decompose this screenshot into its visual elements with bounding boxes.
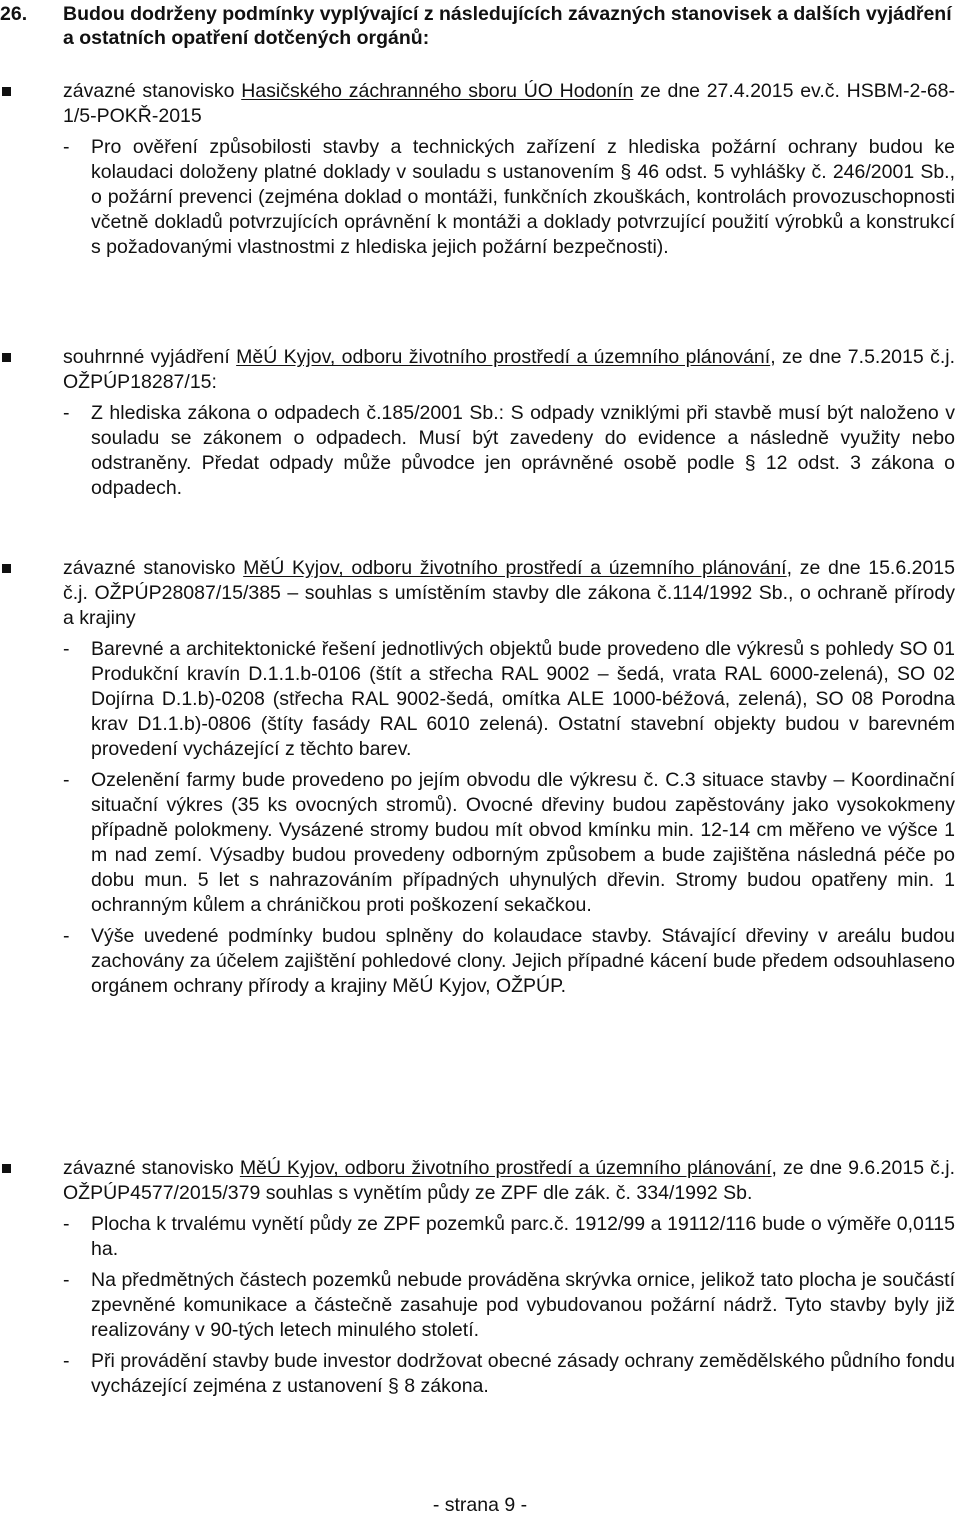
bullet-square-icon (2, 564, 11, 573)
dash-marker: - (63, 1269, 70, 1291)
condition-item: - Pro ověření způsobilosti stavby a technických zařízení z hlediska požární ochrany budou ke kolaudaci doloženy platné doklady v souladu s ustanovením § 46 odst. 5 vyhlášky č. 246/2001 Sb., o požární prevenci (zejména doklad o montáži, funkčních zkouškách, kontrolách provozuschopnosti včetně dokladů potvrzujících oprávnění k montáži a doklady potvrzující použití výrobků a konstrukcí s požadovanými vlastnostmi z hlediska jejich požární bezpečnosti). (63, 136, 955, 258)
dash-marker: - (63, 136, 70, 158)
statement-block-souhrnne (0, 345, 955, 501)
page-footer: - strana 9 - (432, 1494, 528, 1516)
authority-name: MěÚ Kyjov, odboru životního prostředí a územního plánování (239, 1157, 772, 1179)
authority-name: Hasičského záchranného sboru ÚO Hodonín (241, 80, 634, 102)
authority-name: MěÚ Kyjov, odboru životního prostředí a územního plánování (236, 346, 771, 368)
condition-item: - Ozelenění farmy bude provedeno po jejím obvodu dle výkresu č. C.3 situace stavby – Koordinační situační výkres (35 ks ovocných stromů). Ovocné dřeviny budou zapěstovány jako vysokokmeny případně polokmeny. Vysázené stromy budou mít obvod kmínku min. 12-14 cm měřeno ve výšce 1 m nad zemí. Výsadby budou provedeny odborným způsobem a bude zajištěna následná péče po dobu mun. 5 let s nahrazováním případných uhynulých dřevin. Stromy budou opatřeny min. 1 ochranným kůlem a chráničkou proti poškození sekačkou. (63, 769, 955, 916)
dash-marker: - (63, 1213, 70, 1235)
bullet-square-icon (2, 353, 11, 362)
block-heading: závazné stanovisko MěÚ Kyjov, odboru životního prostředí a územního plánování, ze dne 9.6.2015 č.j. OŽPÚP4577/2015/379 souhlas s vynětím půdy ze ZPF dle zák. č. 334/1992 Sb. (63, 1157, 955, 1204)
authority-name: MěÚ Kyjov, odboru životního prostředí a územního plánování (243, 557, 787, 579)
dash-marker: - (63, 638, 70, 660)
block-heading: souhrnné vyjádření MěÚ Kyjov, odboru životního prostředí a územního plánování, ze dne 7.5.2015 č.j. OŽPÚP18287/15: (63, 346, 955, 393)
condition-item: - Z hlediska zákona o odpadech č.185/2001 Sb.: S odpady vzniklými při stavbě musí být naloženo v souladu se zákonem o odpadech. Musí být zavedeny do evidence a následně využity nebo odstraněny. Předat odpady může původce jen oprávněné osobě podle § 12 odst. 3 zákona o odpadech. (63, 402, 955, 499)
dash-marker: - (63, 1350, 70, 1372)
bullet-square-icon (2, 1164, 11, 1173)
condition-item: - Výše uvedené podmínky budou splněny do kolaudace stavby. Stávající dřeviny v areálu budou zachovány za účelem zajištění pohledové clony. Jejich případné kácení bude předem odsouhlaseno orgánem ochrany přírody a krajiny MěÚ Kyjov, OŽPÚP. (63, 925, 955, 997)
dash-marker: - (63, 769, 70, 791)
statement-block-hzs (0, 79, 955, 260)
section-heading (0, 2, 955, 50)
condition-item: - Barevné a architektonické řešení jednotlivých objektů bude provedeno dle výkresů s pohledy SO 01 Produkční kravín D.1.1.b-0106 (štít a střecha RAL 9002 – šedá, vrata RAL 6000-zelená), SO 02 Dojírna D.1.b)-0208 (střecha RAL 9002-šedá, omítka ALE 1000-béžová, zelená), SO 08 Porodna krav D1.1.b)-0806 (štíty fasády RAL 6010 zelená). Ostatní stavební objekty budou v barevném provedení vycházející z těchto barev. (63, 638, 955, 760)
statement-block-ochrana-prirody (0, 556, 955, 999)
block-heading: závazné stanovisko MěÚ Kyjov, odboru životního prostředí a územního plánování, ze dne 15.6.2015 č.j. OŽPÚP28087/15/385 – souhlas s umístěním stavby dle zákona č.114/1992 Sb., o ochraně přírody a krajiny (63, 557, 955, 629)
dash-marker: - (63, 402, 70, 424)
condition-item: - Při provádění stavby bude investor dodržovat obecné zásady ochrany zemědělského půdního fondu vycházející zejména z ustanovení § 8 zákona. (63, 1350, 955, 1397)
dash-marker: - (63, 925, 70, 947)
section-number: 26. (0, 3, 28, 25)
condition-item: - Plocha k trvalému vynětí půdy ze ZPF pozemků parc.č. 1912/99 a 19112/116 bude o výměře 0,0115 ha. (63, 1213, 955, 1260)
statement-block-zpf (0, 1156, 955, 1399)
bullet-square-icon (2, 87, 11, 96)
section-title: Budou dodrženy podmínky vyplývající z následujících závazných stanovisek a dalších vyjádření a ostatních opatření dotčených orgánů: (63, 3, 952, 49)
block-heading: závazné stanovisko Hasičského záchranného sboru ÚO Hodonín ze dne 27.4.2015 ev.č. HSBM-2-68-1/5-POKŘ-2015 (63, 80, 955, 127)
condition-item: - Na předmětných částech pozemků nebude prováděna skrývka ornice, jelikož tato plocha je součástí zpevněné komunikace a částečně zasahuje pod vybudovanou požární nádrž. Tyto stavby byly již realizovány v 90-tých letech minulého století. (63, 1269, 955, 1341)
